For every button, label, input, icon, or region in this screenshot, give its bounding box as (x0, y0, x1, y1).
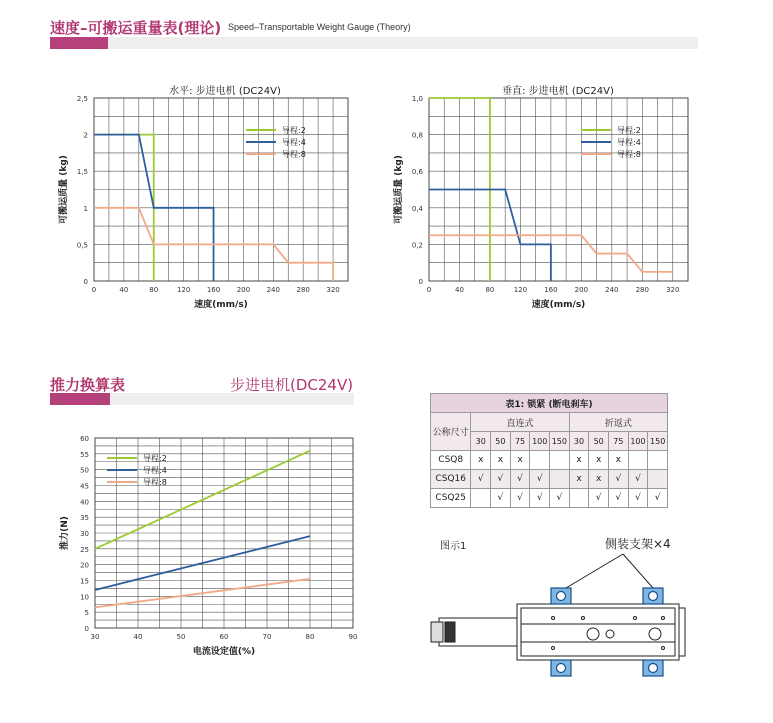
x-tick-label: 120 (176, 286, 191, 294)
table-cell (550, 451, 570, 470)
stroke-header: 50 (491, 432, 511, 451)
table-cell: √ (491, 470, 511, 489)
actuator-drawing (425, 548, 695, 680)
y-tick-label: 0 (83, 278, 88, 286)
y-tick-label: 2,5 (76, 95, 88, 103)
table-cell: √ (628, 489, 648, 508)
y-axis-label: 推力(N) (60, 516, 70, 550)
x-tick-label: 320 (666, 286, 680, 294)
legend-label: 导程:8 (617, 150, 641, 159)
chart-vertical (385, 88, 705, 318)
table-cell: √ (530, 470, 550, 489)
lock-table (430, 393, 668, 508)
x-tick-label: 80 (485, 286, 495, 294)
y-tick-label: 15 (80, 577, 89, 586)
legend-label: 导程:4 (282, 138, 306, 147)
x-tick-label: 40 (119, 286, 129, 294)
table-cell: x (569, 451, 589, 470)
lock-table-size-header: 公称尺寸 (431, 413, 471, 451)
x-tick-label: 40 (455, 286, 464, 294)
table-row (431, 470, 668, 489)
legend-label: 导程:4 (617, 138, 641, 147)
section1-header-bar (50, 37, 698, 49)
legend-label: 导程:4 (143, 466, 167, 475)
stroke-header: 100 (628, 432, 648, 451)
y-tick-label: 0,8 (411, 131, 423, 140)
motor-end-cap (431, 622, 443, 642)
table-cell: √ (648, 489, 668, 508)
table-cell (628, 451, 648, 470)
x-tick-label: 80 (149, 286, 159, 294)
stroke-header: 75 (609, 432, 629, 451)
legend-label: 导程:2 (143, 454, 167, 463)
y-axis-label: 可搬运质量 (kg) (59, 155, 69, 224)
table-cell: √ (471, 470, 491, 489)
table-cell (569, 489, 589, 508)
y-tick-label: 1 (83, 204, 88, 213)
stroke-header: 30 (569, 432, 589, 451)
chart-horizontal-title: 水平: 步进电机 (DC24V) (169, 86, 281, 97)
x-axis-label: 电流设定值(%) (192, 647, 256, 657)
y-tick-label: 0,4 (411, 204, 423, 213)
table-cell: √ (628, 470, 648, 489)
x-tick-label: 70 (262, 633, 272, 641)
x-tick-label: 120 (513, 286, 528, 294)
stroke-header: 30 (471, 432, 491, 451)
table-cell: x (491, 451, 511, 470)
lock-table-caption: 表1: 锁紧 (断电刹车) (431, 394, 668, 413)
table-cell (530, 451, 550, 470)
y-tick-label: 40 (80, 498, 89, 507)
y-tick-label: 0 (84, 625, 89, 633)
y-tick-label: 0 (418, 278, 423, 286)
x-tick-label: 160 (206, 286, 221, 294)
y-tick-label: 2 (83, 131, 88, 140)
x-tick-label: 0 (91, 286, 97, 294)
table-cell: x (609, 451, 629, 470)
legend-label: 导程:2 (617, 126, 641, 135)
motor-flange (445, 622, 455, 642)
table-cell: x (589, 451, 609, 470)
y-tick-label: 0,2 (411, 241, 423, 250)
table-cell: x (471, 451, 491, 470)
row-model: CSQ16 (431, 470, 471, 489)
stroke-header: 150 (648, 432, 668, 451)
chart-thrust (45, 428, 365, 658)
table-cell: x (589, 470, 609, 489)
y-tick-label: 35 (80, 514, 89, 523)
table-cell: √ (530, 489, 550, 508)
table-cell (648, 470, 668, 489)
section1-header-accent (50, 37, 108, 49)
x-tick-label: 90 (348, 633, 358, 641)
x-tick-label: 320 (326, 286, 340, 294)
y-tick-label: 45 (80, 482, 89, 491)
y-axis-label: 可搬运质量 (kg) (394, 155, 404, 224)
y-tick-label: 1,0 (411, 95, 423, 103)
table-cell: √ (550, 489, 570, 508)
stroke-header: 50 (589, 432, 609, 451)
table-cell: √ (510, 470, 530, 489)
table-cell: √ (589, 489, 609, 508)
x-tick-label: 280 (635, 286, 649, 294)
x-tick-label: 200 (236, 286, 251, 294)
x-tick-label: 30 (90, 633, 100, 641)
x-axis-label: 速度(mm/s) (194, 300, 248, 310)
slide-end-block (679, 608, 685, 656)
figure-label: 图示1 (440, 541, 467, 552)
chart-vertical-title: 垂直: 步进电机 (DC24V) (502, 86, 614, 97)
table-cell: √ (510, 489, 530, 508)
lock-table-group-direct: 直连式 (471, 413, 569, 432)
table-cell (648, 451, 668, 470)
table-cell: √ (609, 489, 629, 508)
table-cell (550, 470, 570, 489)
y-tick-label: 55 (80, 450, 89, 459)
table-cell: x (510, 451, 530, 470)
legend-label: 导程:2 (282, 126, 306, 135)
x-axis-label: 速度(mm/s) (531, 300, 586, 310)
table-cell (471, 489, 491, 508)
section2-motor-label: 步进电机(DC24V) (230, 376, 354, 394)
callout-line (566, 554, 623, 588)
slide-table (521, 608, 675, 656)
y-tick-label: 20 (80, 561, 89, 570)
x-tick-label: 80 (305, 633, 315, 641)
x-tick-label: 240 (266, 286, 280, 294)
table-cell: x (569, 470, 589, 489)
y-tick-label: 30 (80, 530, 89, 538)
stroke-header: 75 (510, 432, 530, 451)
y-tick-label: 60 (80, 435, 89, 443)
legend-label: 导程:8 (282, 150, 306, 159)
x-tick-label: 0 (426, 286, 432, 294)
section1-title: 速度–可搬运重量表(理论) (50, 19, 222, 37)
section2-title: 推力换算表 (50, 376, 126, 394)
stroke-header: 150 (550, 432, 570, 451)
x-tick-label: 50 (176, 633, 186, 641)
table-cell: √ (609, 470, 629, 489)
x-tick-label: 60 (219, 633, 229, 641)
callout-line (623, 554, 653, 588)
row-model: CSQ8 (431, 451, 471, 470)
table-row (431, 451, 668, 470)
x-tick-label: 280 (296, 286, 310, 294)
lock-table-group-folded: 折返式 (569, 413, 667, 432)
x-tick-label: 240 (605, 286, 619, 294)
row-model: CSQ25 (431, 489, 471, 508)
x-tick-label: 40 (133, 633, 143, 641)
y-tick-label: 50 (80, 466, 89, 475)
legend-label: 导程:8 (143, 478, 167, 487)
y-tick-label: 1,5 (76, 168, 88, 177)
table-row (431, 489, 668, 508)
y-tick-label: 10 (80, 593, 89, 602)
y-tick-label: 0,6 (411, 168, 423, 177)
stroke-header: 100 (530, 432, 550, 451)
x-tick-label: 200 (574, 286, 589, 294)
y-tick-label: 25 (80, 545, 89, 554)
chart-horizontal (50, 88, 370, 318)
y-tick-label: 0,5 (76, 241, 88, 250)
y-tick-label: 5 (84, 609, 89, 618)
section1-subtitle: Speed–Transportable Weight Gauge (Theory) (228, 22, 411, 32)
figure-callout: 侧装支架×4 (605, 537, 671, 551)
table-cell: √ (491, 489, 511, 508)
x-tick-label: 160 (544, 286, 558, 294)
